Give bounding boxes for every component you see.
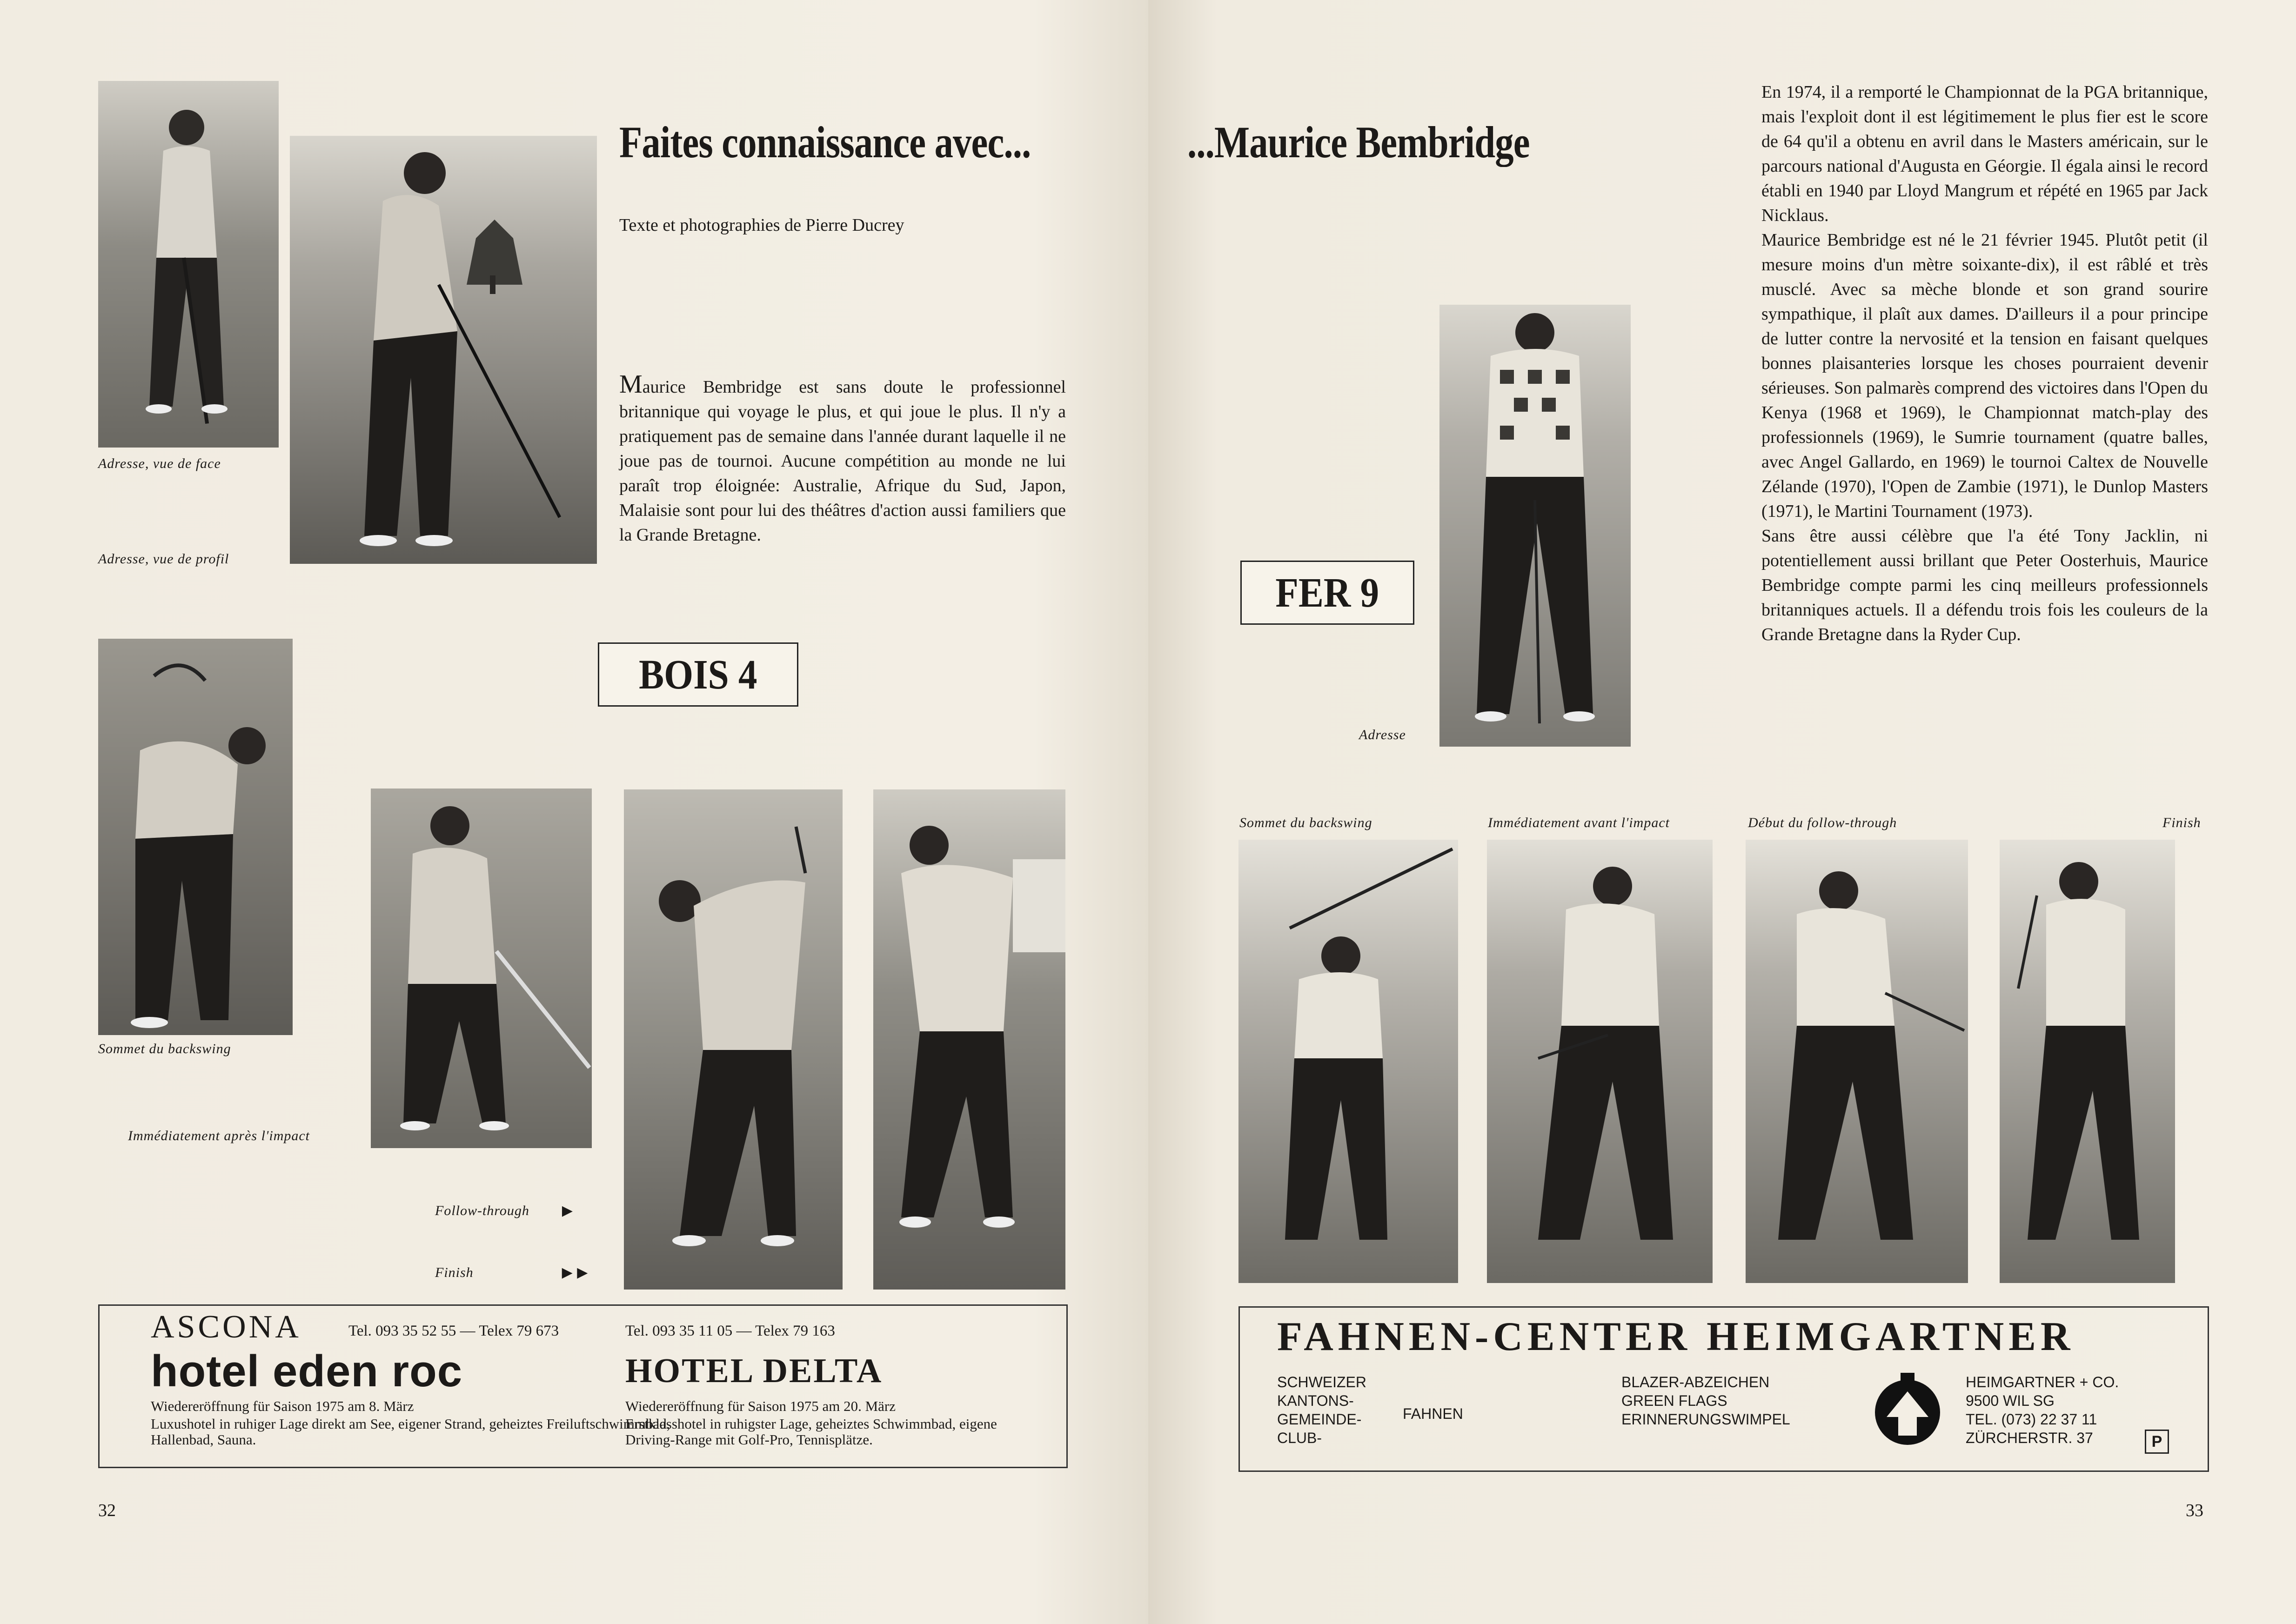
fahnen-column-3 — [1966, 1373, 2119, 1447]
intro-text: aurice Bembridge est sans doute le professionnel britannique qui voyage le plus, et qui joue le plus. Il n'y a pratiquement pas de semaine dans l'année durant laquelle il ne joue pas de tournoi. Aucune compétition au monde ne lui paraît trop éloignée: Australie, Afrique du Sud, Japon, Malaisie sont pour lui des théâtres d'action aussi familiers que la Grande Bretagne. — [619, 377, 1066, 545]
caption-finish-right: Finish — [2162, 815, 2201, 830]
photo-follow-through — [624, 789, 843, 1290]
fahnen-col1-line: CLUB- — [1277, 1430, 1322, 1446]
fahnen-col3-line: ZÜRCHERSTR. 37 — [1966, 1430, 2093, 1446]
caption-impact: Immédiatement après l'impact — [128, 1128, 310, 1143]
fahnen-column-1 — [1277, 1373, 1366, 1447]
fahnen-col2-line: ERINNERUNGSWIMPEL — [1621, 1411, 1790, 1428]
caption-finish-left — [435, 1264, 588, 1281]
fahnen-col1-line: SCHWEIZER — [1277, 1374, 1366, 1390]
club-label-bois4 — [598, 642, 798, 707]
photo-sommet-backswing — [98, 639, 293, 1035]
caption-adresse-face: Adresse, vue de face — [98, 456, 221, 471]
eden-roc-tel: Tel. 093 35 52 55 — Telex 79 673 — [348, 1323, 559, 1339]
fahnen-col3-line: 9500 WIL SG — [1966, 1392, 2055, 1409]
delta-tel: Tel. 093 35 11 05 — Telex 79 163 — [625, 1323, 835, 1339]
caption-fer9-adresse: Adresse — [1359, 727, 1406, 742]
golfer-figure-image — [371, 789, 592, 1148]
caption-avant-impact: Immédiatement avant l'impact — [1488, 815, 1670, 830]
fahnen-col2-line: GREEN FLAGS — [1621, 1392, 1727, 1409]
fahnen-center-advertisement — [1238, 1306, 2209, 1472]
arrow-right-icon: ▶ — [562, 1203, 573, 1218]
photo-fer9-finish — [2000, 840, 2175, 1283]
ascona-title: ASCONA — [151, 1309, 301, 1345]
bio-paragraph-2: Maurice Bembridge est né le 21 février 1945. Plutôt petit (il mesure moins d'un mètre soixante-dix), il est râblé et très musclé. Avec sa mèche blonde et son grand sourire sympathique, il plaît aux dames. D'ailleurs il a pour principe de lutter contre la nervosité et la tension en faisant quelques bonnes plaisanteries lorsque les choses pourraient devenir sérieuses. Son palmarès comprend des victoires dans l'Open du Kenya (1968 et 1969), le Championnat match-play des professionnels (1969), le Sumrie tournament (quatre balles, avec Angel Gallardo, en 1969) le tournoi Caltex de Nouvelle Zélande (1970), l'Open de Zambie (1971), le Dunlop Masters (1971), le Martini Tournament (1973). — [1761, 230, 2208, 521]
bio-paragraph-1: En 1974, il a remporté le Championnat de la PGA britannique, mais l'exploit dont il est légitimement le plus fier est le score de 64 qu'il a obtenu en avril dans le Masters américain, sur le parcours national d'Augusta en Géorgie. Il égala ainsi le record établi en 1940 par Lloyd Mangrum et répété en 1965 par Jack Nicklaus. — [1761, 82, 2208, 225]
page-number-right: 33 — [2186, 1501, 2203, 1520]
photo-finish — [873, 789, 1065, 1290]
caption-follow — [435, 1203, 573, 1219]
caption-finish-text: Finish — [435, 1265, 474, 1280]
golfer-figure-image — [290, 136, 597, 564]
fahnen-label: FAHNEN — [1403, 1405, 1463, 1422]
hotel-delta-title: HOTEL DELTA — [625, 1352, 883, 1390]
bio-paragraph-3: Sans être aussi célèbre que l'a été Tony Jacklin, ni potentiellement aussi brillant que Peter Oosterhuis, Maurice Bembridge compte parmi les cinq meilleurs professionnels britanniques actuels. Il a défendu trois fois les couleurs de la Grande Bretagne dans la Ryder Cup. — [1761, 526, 2208, 644]
eden-roc-logo: hotel eden roc — [151, 1346, 463, 1396]
intro-paragraph — [619, 372, 1066, 548]
page-number-left: 32 — [98, 1501, 116, 1520]
right-page — [1148, 0, 2296, 1624]
eden-roc-description: Luxushotel in ruhiger Lage direkt am See, eigener Strand, geheiztes Freiluftschwimmbad, Hallenbad, Sauna. — [151, 1416, 670, 1448]
club-label-text: FER 9 — [1275, 569, 1379, 616]
delta-description: Erstklasshotel in ruhigster Lage, geheiztes Schwimmbad, eigene Driving-Range mit Golf-Pro, Tennisplätze. — [625, 1416, 997, 1448]
fahnen-col1-line: GEMEINDE- — [1277, 1411, 1362, 1428]
caption-sommet-left: Sommet du backswing — [98, 1041, 231, 1056]
golfer-figure-image — [1238, 840, 1458, 1283]
p-badge: P — [2145, 1430, 2169, 1454]
golfer-figure-image — [1439, 305, 1631, 747]
photo-adresse-face — [98, 81, 279, 448]
caption-adresse-profil: Adresse, vue de profil — [98, 551, 229, 567]
heimgartner-logo-icon — [1873, 1373, 1942, 1447]
golfer-figure-image — [1746, 840, 1968, 1283]
biography-text — [1761, 80, 2208, 647]
club-label-text: BOIS 4 — [639, 651, 757, 698]
headline-right: ...Maurice Bembridge — [1187, 117, 1530, 167]
fahnen-col1-line: KANTONS- — [1277, 1392, 1354, 1409]
photo-fer9-debut-follow — [1746, 840, 1968, 1283]
fahnen-col3-line: TEL. (073) 22 37 11 — [1966, 1411, 2097, 1428]
photo-fer9-sommet — [1238, 840, 1458, 1283]
club-label-fer9 — [1240, 561, 1414, 625]
hotel-advertisement — [98, 1304, 1068, 1468]
photo-fer9-adresse — [1439, 305, 1631, 747]
caption-follow-text: Follow-through — [435, 1203, 529, 1218]
golfer-figure-image — [624, 789, 843, 1290]
double-arrow-right-icon: ▶ ▶ — [562, 1265, 589, 1280]
golfer-figure-image — [1487, 840, 1713, 1283]
golfer-figure-image — [873, 789, 1065, 1290]
photo-impact — [371, 789, 592, 1148]
fahnen-col3-line: HEIMGARTNER + CO. — [1966, 1374, 2119, 1390]
golfer-figure-image — [98, 81, 279, 448]
eden-roc-opening: Wiedereröffnung für Saison 1975 am 8. März — [151, 1398, 414, 1414]
photo-fer9-avant-impact — [1487, 840, 1713, 1283]
fahnen-title: FAHNEN-CENTER HEIMGARTNER — [1277, 1314, 2075, 1359]
fahnen-column-2 — [1621, 1373, 1790, 1429]
delta-opening: Wiedereröffnung für Saison 1975 am 20. März — [625, 1398, 896, 1414]
dropcap: M — [619, 370, 643, 399]
headline-left: Faites connaissance avec... — [619, 117, 1031, 167]
caption-sommet-right: Sommet du backswing — [1239, 815, 1372, 830]
golfer-figure-image — [98, 639, 293, 1035]
photo-adresse-profil — [290, 136, 597, 564]
caption-debut-follow: Début du follow-through — [1748, 815, 1897, 830]
golfer-figure-image — [2000, 840, 2175, 1283]
byline: Texte et photographies de Pierre Ducrey — [619, 215, 904, 235]
fahnen-col2-line: BLAZER-ABZEICHEN — [1621, 1374, 1770, 1390]
